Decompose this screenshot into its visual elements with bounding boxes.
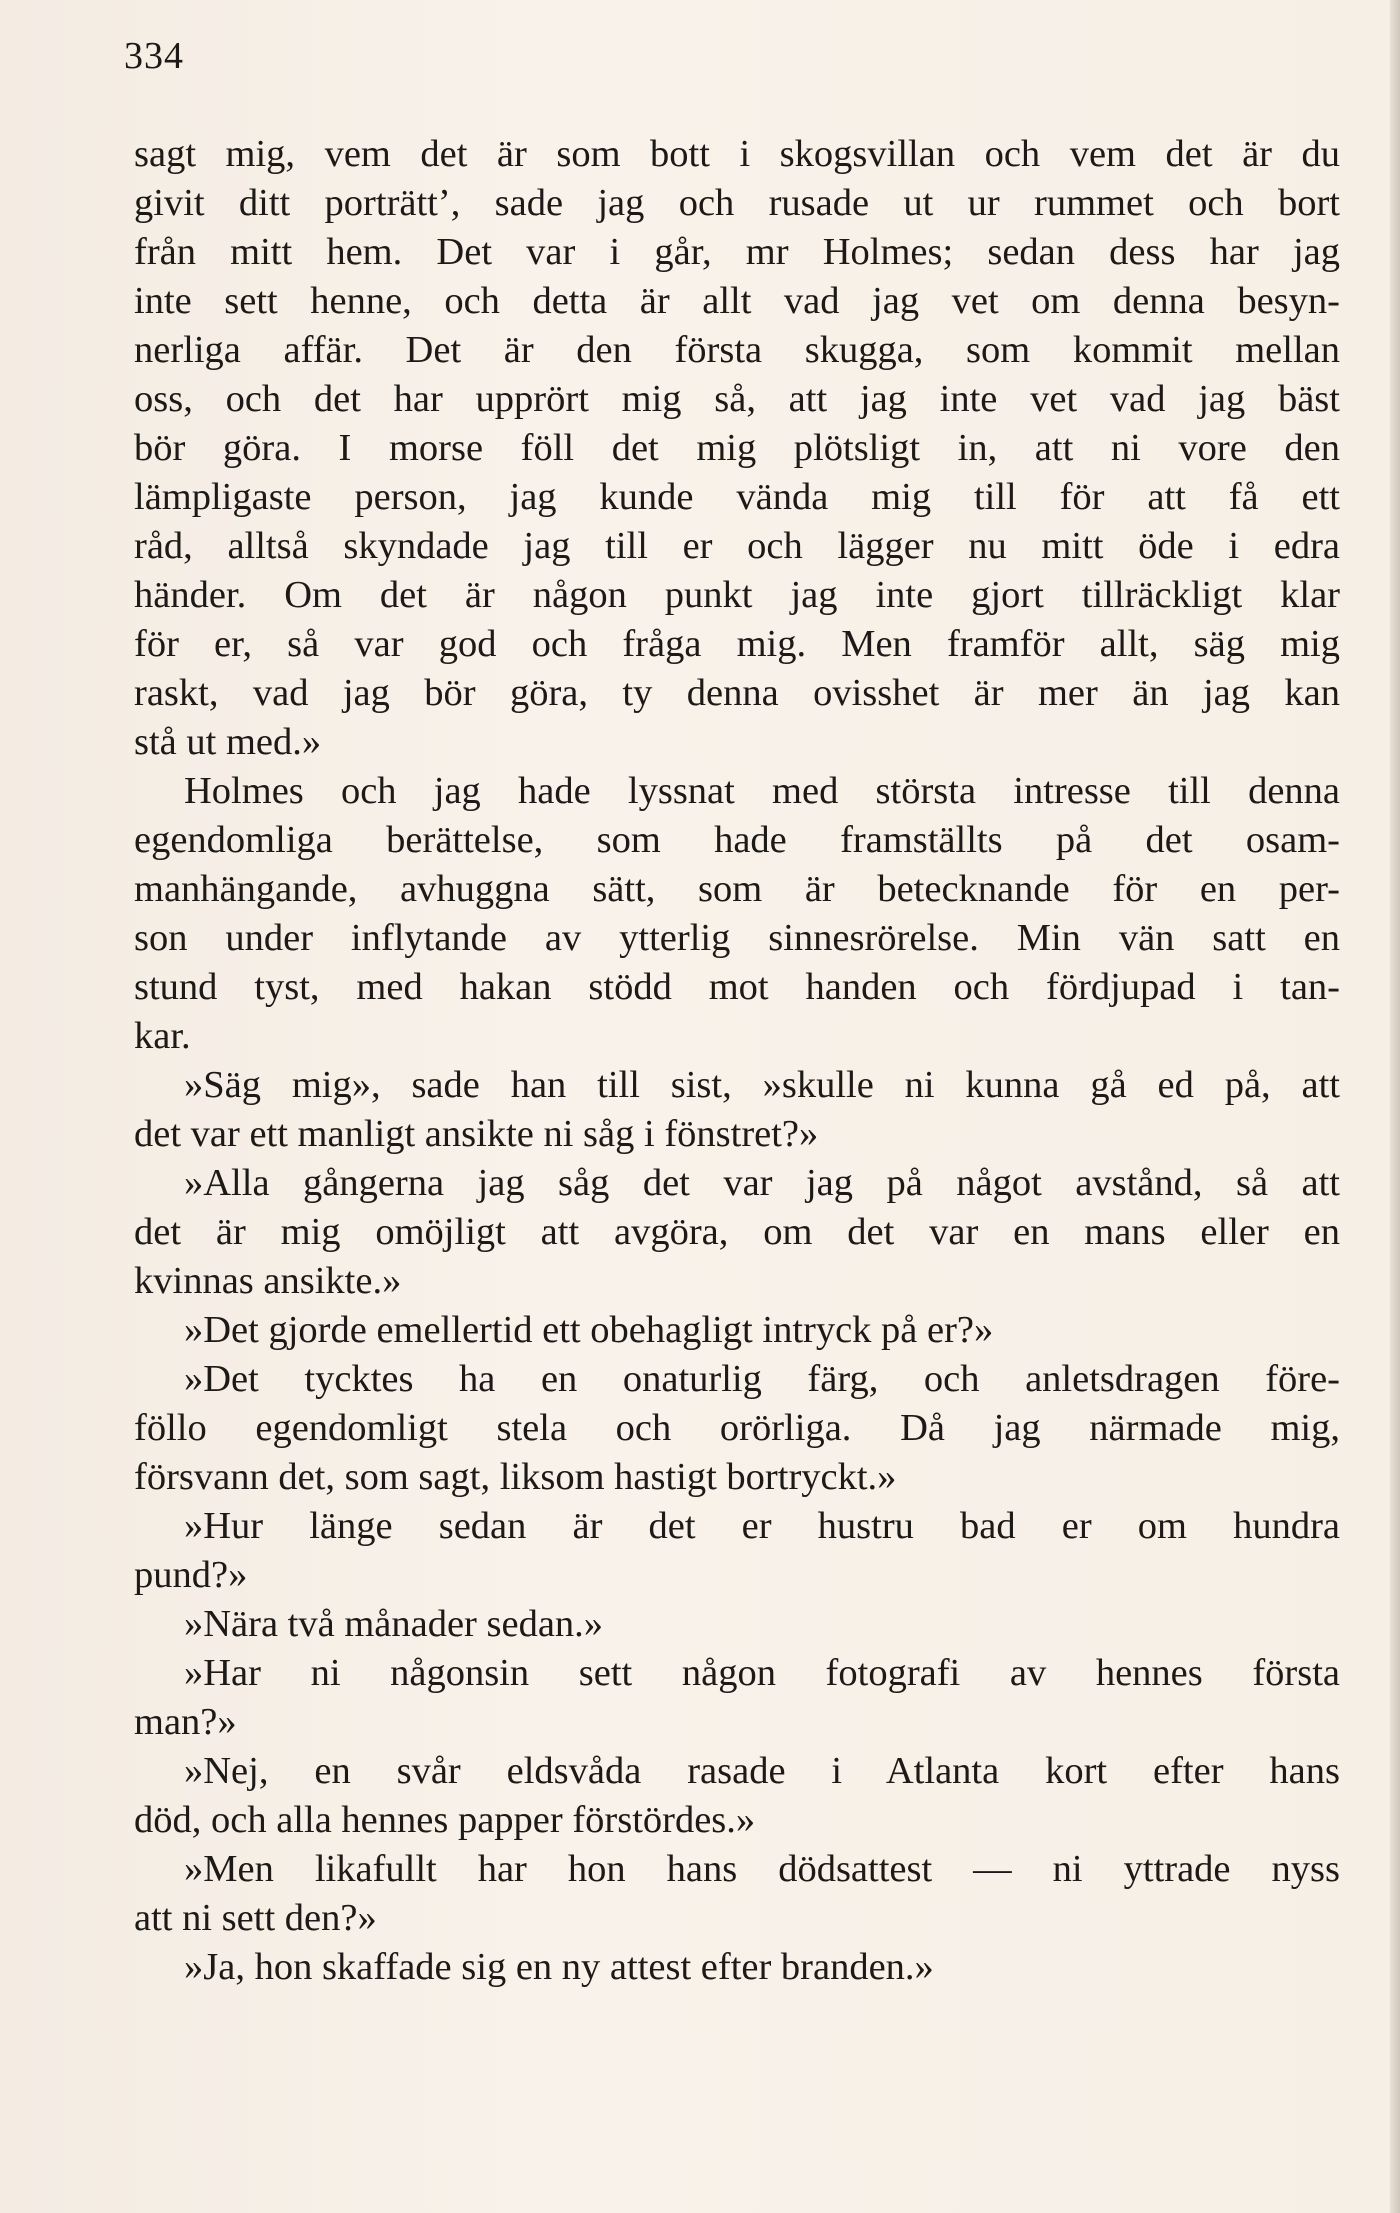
text-line: kvinnas ansikte.» [134,1260,402,1302]
page-number: 334 [124,35,184,77]
text-line: kar. [134,1015,191,1057]
text-line: raskt, vad jag bör göra, ty denna ovisshet är mer än jag kan [134,672,1340,714]
text-line: stund tyst, med hakan stödd mot handen och fördjupad i tan- [134,966,1340,1008]
text-line: död, och alla hennes papper förstördes.» [134,1799,756,1841]
text-line: egendomliga berättelse, som hade framställts på det osam- [134,819,1340,861]
text-line: oss, och det har upprört mig så, att jag inte vet vad jag bäst [134,378,1340,420]
text-line: »Alla gångerna jag såg det var jag på något avstånd, så att [184,1162,1340,1204]
text-line: Holmes och jag hade lyssnat med största intresse till denna [184,770,1340,812]
text-line: försvann det, som sagt, liksom hastigt bortryckt.» [134,1456,897,1498]
text-line: händer. Om det är någon punkt jag inte gjort tillräckligt klar [134,574,1340,616]
text-line: »Nej, en svår eldsvåda rasade i Atlanta kort efter hans [184,1750,1340,1792]
text-line: manhängande, avhuggna sätt, som är betecknande för en per- [134,868,1340,910]
text-line: man?» [134,1701,237,1743]
text-line: »Har ni någonsin sett någon fotografi av hennes första [184,1652,1340,1694]
text-line: inte sett henne, och detta är allt vad jag vet om denna besyn- [134,280,1340,322]
text-line: föllo egendomligt stela och orörliga. Då jag närmade mig, [134,1407,1340,1449]
text-line: pund?» [134,1554,248,1596]
text-line: »Nära två månader sedan.» [184,1603,604,1645]
page-spine-edge [1390,0,1400,2213]
text-line: son under inflytande av ytterlig sinnesrörelse. Min vän satt en [134,917,1340,959]
text-line: nerliga affär. Det är den första skugga, som kommit mellan [134,329,1340,371]
text-line: »Det tycktes ha en onaturlig färg, och anletsdragen före- [184,1358,1340,1400]
text-line: »Ja, hon skaffade sig en ny attest efter branden.» [184,1946,934,1988]
text-line: sagt mig, vem det är som bott i skogsvillan och vem det är du [134,133,1340,175]
text-line: »Säg mig», sade han till sist, »skulle ni kunna gå ed på, att [184,1064,1340,1106]
text-line: »Hur länge sedan är det er hustru bad er om hundra [184,1505,1340,1547]
text-line: bör göra. I morse föll det mig plötsligt in, att ni vore den [134,427,1340,469]
text-line: från mitt hem. Det var i går, mr Holmes; sedan dess har jag [134,231,1340,273]
text-line: att ni sett den?» [134,1897,377,1939]
text-line: »Det gjorde emellertid ett obehagligt intryck på er?» [184,1309,994,1351]
text-line: lämpligaste person, jag kunde vända mig till för att få ett [134,476,1340,518]
text-line: stå ut med.» [134,721,322,763]
text-line: för er, så var god och fråga mig. Men framför allt, säg mig [134,623,1340,665]
text-line: givit ditt porträtt’, sade jag och rusade ut ur rummet och bort [134,182,1340,224]
body-text [134,130,1340,1992]
text-line: »Men likafullt har hon hans dödsattest — ni yttrade nyss [184,1848,1340,1890]
text-line: det var ett manligt ansikte ni såg i fönstret?» [134,1113,819,1155]
text-line: råd, alltså skyndade jag till er och lägger nu mitt öde i edra [134,525,1340,567]
text-line: det är mig omöjligt att avgöra, om det var en mans eller en [134,1211,1340,1253]
